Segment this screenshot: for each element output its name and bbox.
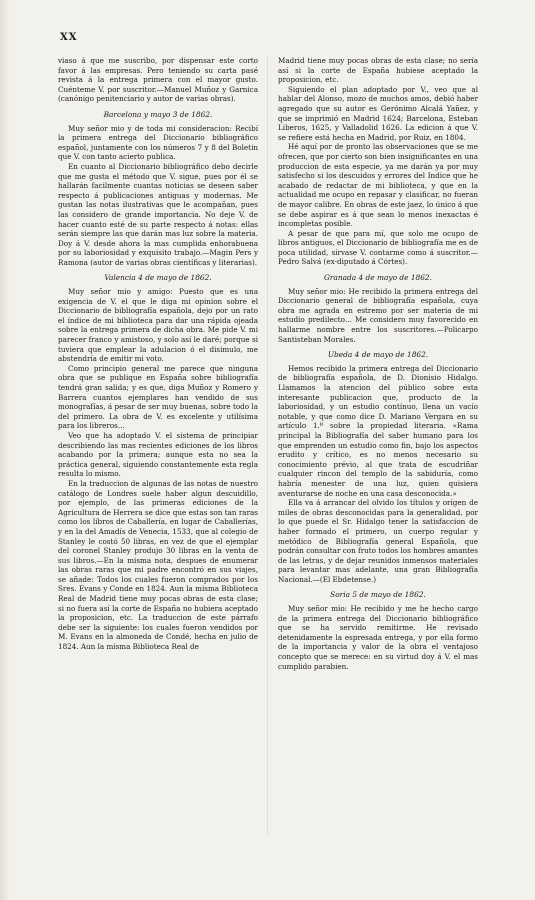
right-column	[278, 56, 478, 671]
dateline: Granada 4 de mayo de 1862.	[323, 273, 432, 283]
column-gutter	[267, 56, 268, 836]
paragraph: Madrid tiene muy pocas obras de esta clase; no sería así si la corte de España hubiese aceptado la proposicion, etc.	[278, 56, 478, 85]
paragraph: Muy señor mio y amigo: Puesto que es una exigencia de V. el que le diga mi opinion sobre el Diccionario de bibliografía española, dejo por un rato el índice de mi biblioteca para dar una rápida ojeada sobre la entrega primera de dicha obra. Me pide V. mi parecer franco y amistoso, y solo así le daré; porque si tuviera que emplear la adulacion ó el disimulo, me abstendría de emitir mi voto.	[58, 287, 258, 364]
paragraph: Muy señor mio: He recibido la primera entrega del Diccionario general de bibliografía española, cuya obra me agrada en estremo por ser materia de mi estudio predilecto... Me considero muy favorecido en hallarme nombre entre los suscritores.—Policarpo Santisteban Morales.	[278, 286, 478, 344]
page-number: XX	[60, 32, 78, 43]
paragraph: Muy señor mio: He recibido y me he hecho cargo de la primera entrega del Diccionario bibliográfico que se ha servido remitirme. He revisado detenidamente la espresada entrega, y por ella formo de la importancia y valor de la obra el ventajoso concepto que se merece: en su virtud doy á V. el mas cumplido parabien.	[278, 604, 478, 671]
dateline: Ubeda 4 de mayo de 1862.	[327, 350, 429, 360]
dateline: Barcelona y mayo 3 de 1862.	[103, 109, 213, 119]
paragraph: A pesar de que para mí, que solo me ocupo de libros antiguos, el Diccionario de bibliografía me es de poca utilidad, sírvase V. contarme como á suscritor.—Pedro Salvá (ex-diputado á Córtes).	[278, 228, 478, 267]
paragraph: En cuanto al Diccionario bibliográfico debo decirle que me gusta el método que V. sigue, pues por él se hallarán facilmente cuantas noticias se deseen saber respecto á publicaciones antiguas y modernas. Me gustan las notas ilustrativas que le acompañan, pues las considero de grande importancia. No deje V. de hacer cuanto esté de su parte respecto á notas: ellas serán siempre las que darán mas luz sobre la materia. Doy á V. desde ahora la mas cumplida enhorabuena por su laboriosidad y exquisito trabajo.—Magin Pers y Ramona (autor de varias obras científicas y literarias).	[58, 161, 258, 267]
dateline: Valencia 4 de mayo de 1862.	[104, 273, 212, 283]
paragraph: Veo que ha adoptado V. el sistema de principiar describiendo las mas recientes ediciones de los libros acabando por la primera; aunque esta no sea la práctica general, siguiendo constantemente esta regla resulta lo mismo.	[58, 430, 258, 479]
page-edge-shadow	[0, 0, 10, 900]
paragraph: Hemos recibido la primera entrega del Diccionario de bibliografía española, de D. Dionisio Hidalgo. Llamamos la atencion del público sobre esta interesante publicacion que, producto de la laboriosidad, y un estudio contínuo, llena un vacío notable, y que como dice D. Mariano Vergara en su artículo 1.º sobre la propiedad literaria. «Rama principal la Bibliografía del saber humano para los que emprenden un estudio como fin, bajo los aspectos erudito y crítico, es no menos necesario su conocimiento prévio, al que trata de escudriñar cualquier rincon del templo de la sabiduría, como habría menester de una luz, quien quisiera aventurarse de noche en una casa desconocida.»	[278, 363, 478, 498]
paragraph: Muy señor mio y de toda mi consideracion: Recibí la primera entrega del Diccionario bibliográfico español, juntamente con los números 7 y 8 del Boletin que V. con tanto acierto publica.	[58, 123, 258, 162]
paragraph: Como principio general me parece que ninguna obra que se publique en España sobre bibliografía tendrá gran salida; y es que, diga Muñoz y Romero y Barrera cuantos ejemplares han vendido de sus monografías, á pesar de ser muy buenas, sobre todo la del primero. La obra de V. es excelente y utilísima para los libreros...	[58, 363, 258, 431]
paragraph: Hé aquí por de pronto las observaciones que se me ofrecen, que por cierto son bien insignificantes en una produccion de esta especie, ya me darán ya por muy satisfecho si los descuidos y errores del Indice que he acabado de redactar de mi biblioteca, y que en la actualidad me ocupo en repasar y clasificar, no fueran de mayor calibre. En obras de este jaez, lo único á que se debe aspirar es á que sean lo menos inexactas é incompletas posible.	[278, 142, 478, 229]
left-column	[58, 56, 258, 652]
paragraph: Siguiendo el plan adoptado por V., veo que al hablar del Alonso, mozo de muchos amos, debió haber agregado que su autor es Gerónimo Alcalá Yañez, y que se imprimió en Madrid 1624; Barcelona, Esteban Liberos, 1625, y Valladolid 1626. La edicion á que V. se refiere está hecha en Madrid, por Ruiz, en 1804.	[278, 84, 478, 142]
dateline: Soria 5 de mayo de 1862.	[330, 590, 426, 600]
paragraph: viaso á que me suscribo, por dispensar este corto favor á las empresas. Pero teniendo su carta pasé revista á la entrega primera con el mayor gusto. Cuénteme V. por suscritor.—Manuel Muñoz y Garnica (canónigo penitenciario y autor de varias obras).	[58, 56, 258, 104]
paragraph: Ella va á arrancar del olvido los títulos y orígen de miles de obras desconocidas para la generalidad, por lo que puede el Sr. Hidalgo tener la satisfaccion de haber formado el primero, un cuerpo regular y metódico de Bibliografía general Española, que podrán consultar con fruto todos los hombres amantes de las letras, y de dejar reunidos inmensos materiales para levantar mas adelante, una gran Bibliografía Nacional.—(El Ebdetense.)	[278, 498, 478, 584]
paragraph: En la traduccion de algunas de las notas de nuestro catálogo de Londres suele haber algun descuidillo, por ejemplo, de las primeras ediciones de la Agricultura de Herrera se dice que estas son tan raras como los libros de Caballería, en lugar de Caballerías, y en la del Amadís de Venecia, 1533, que al colegio de Stanley le costó 50 libras, en vez de que el ejemplar del coronel Stanley produjo 30 libras en la venta de sus libros.—En la misma nota, despues de enumerar las obras raras que mi padre encontró en sus viajes, se añade: Todos los cuales fueron comprados por los Sres. Evans y Conde en 1824. Aun la misma Biblioteca Real de Madrid tiene muy pocas obras de esta clase; si no fuera así la corte de España no hubiera aceptado la proposicion, etc. La traduccion de este párrafo debe ser la siguiente: los cuales fueron vendidos por M. Evans en la almoneda de Condé, hecha en julio de 1824. Aun la misma Biblioteca Real de	[58, 478, 258, 652]
